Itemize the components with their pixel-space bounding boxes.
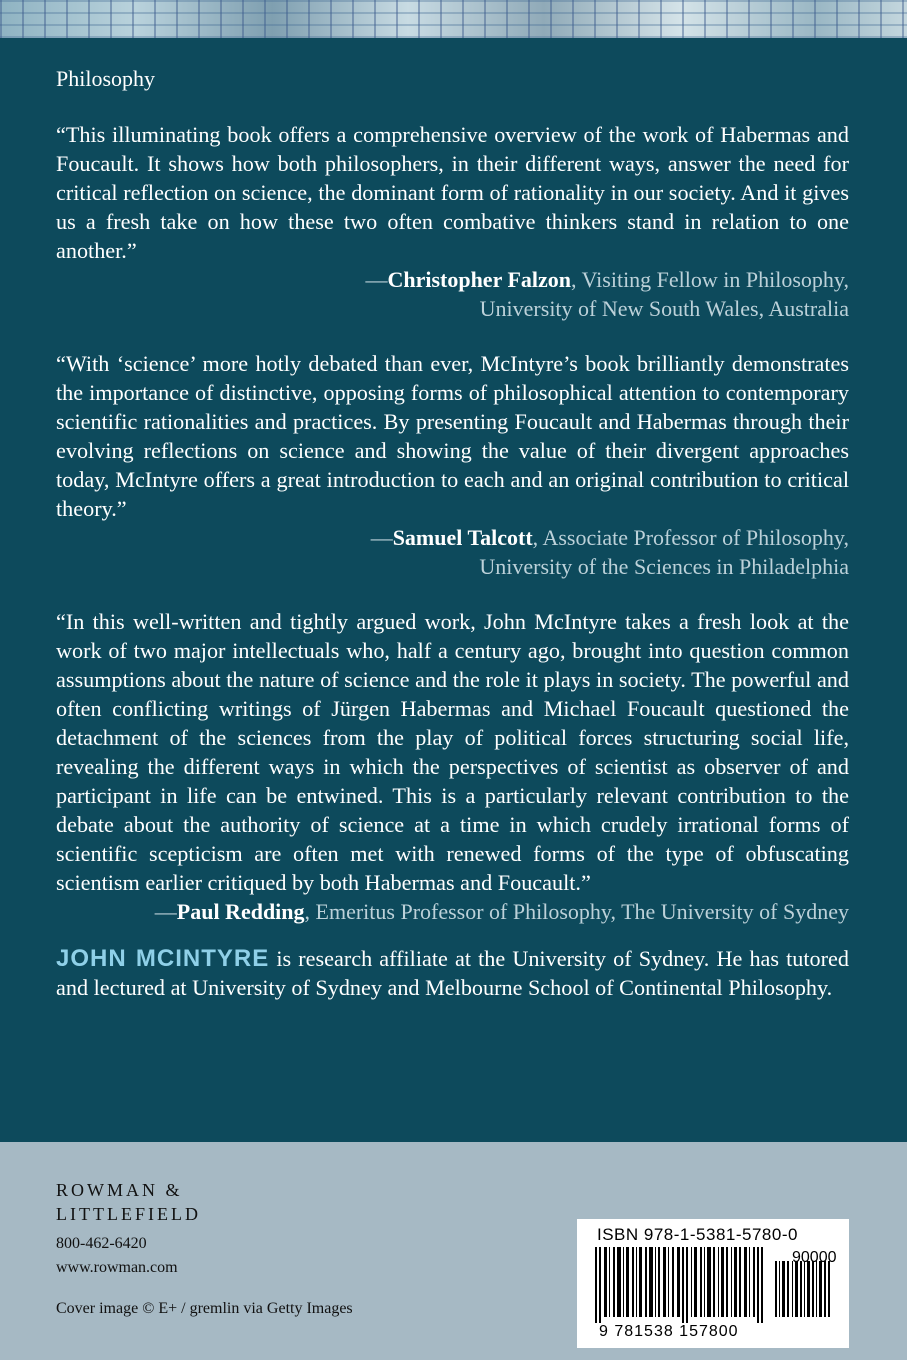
quote-text: “With ‘science’ more hotly debated than ever, McIntyre’s book brilliantly demonstrates the importance of distinctive, opposing forms of philosophical attention to contemporary scientific rationalities and practices. By presenting Foucault and Habermas through their evolving reflections on science and showing the value of their divergent approaches today, McIntyre offers a great introduction to each and an original contribution to critical theory.” <box>56 351 849 521</box>
publisher-website: www.rowman.com <box>56 1259 178 1276</box>
quote-attribution: —Samuel Talcott, Associate Professor of Philosophy, University of the Sciences in Philadelphia <box>370 525 849 579</box>
quote-attribution: —Paul Redding, Emeritus Professor of Philosophy, The University of Sydney <box>154 899 849 924</box>
quote-text: “This illuminating book offers a comprehensive overview of the work of Habermas and Foucault. It shows how both philosophers, in their different ways, answer the need for critical reflection on science, the dominant form of rationality in our society. And it gives us a fresh take on how these two often combative thinkers stand in relation to one another.” <box>56 122 849 263</box>
author-name: JOHN MCINTYRE <box>56 945 270 972</box>
reviewer-name: Samuel Talcott <box>392 525 533 550</box>
quote-text: “In this well-written and tightly argued work, John McIntyre takes a fresh look at the work of two major intellectuals who, half a century ago, brought into question common assumptions about the nature of science and the role it plays in society. The powerful and often conflicting writings of Jürgen Habermas and Michael Foucault questioned the detachment of the sciences from the play of political forces structuring social life, revealing the different ways in which the perspectives of scientist as observer of and participant in life can be entwined. This is a particularly relevant contribution to the debate about the authority of science at a time in which crudely irrational forms of scientific scepticism are often met with renewed forms of the type of obfuscating scientism earlier critiqued by both Habermas and Foucault.” <box>56 609 849 895</box>
quote-block-2 <box>56 349 849 581</box>
author-bio: JOHN MCINTYRE is research affiliate at the University of Sydney. He has tutored and lectured at University of Sydney and Melbourne School of Continental Philosophy. <box>56 945 849 1000</box>
publisher-info <box>56 1178 201 1280</box>
isbn-number: ISBN 978-1-5381-5780-0 <box>597 1225 798 1244</box>
publisher-logo-line1: ROWMAN & <box>56 1180 183 1200</box>
quote-block-3 <box>56 607 849 926</box>
publisher-panel <box>0 1142 907 1360</box>
cover-image-strip <box>0 0 907 38</box>
publisher-phone: 800-462-6420 <box>56 1235 147 1252</box>
publisher-logo-line2: LITTLEFIELD <box>56 1204 201 1224</box>
back-cover-text <box>56 66 849 1002</box>
cover-credit: Cover image © E+ / gremlin via Getty Images <box>56 1300 353 1317</box>
reviewer-name: Paul Redding <box>176 899 305 924</box>
price-code: 90000 <box>792 1249 837 1266</box>
quote-attribution: —Christopher Falzon, Visiting Fellow in Philosophy, University of New South Wales, Australia <box>365 267 849 321</box>
reviewer-name: Christopher Falzon <box>387 267 571 292</box>
category-label: Philosophy <box>56 66 156 91</box>
barcode-digits: 9 781538 157800 <box>599 1323 739 1340</box>
isbn-barcode <box>577 1219 849 1348</box>
quote-block-1 <box>56 120 849 323</box>
